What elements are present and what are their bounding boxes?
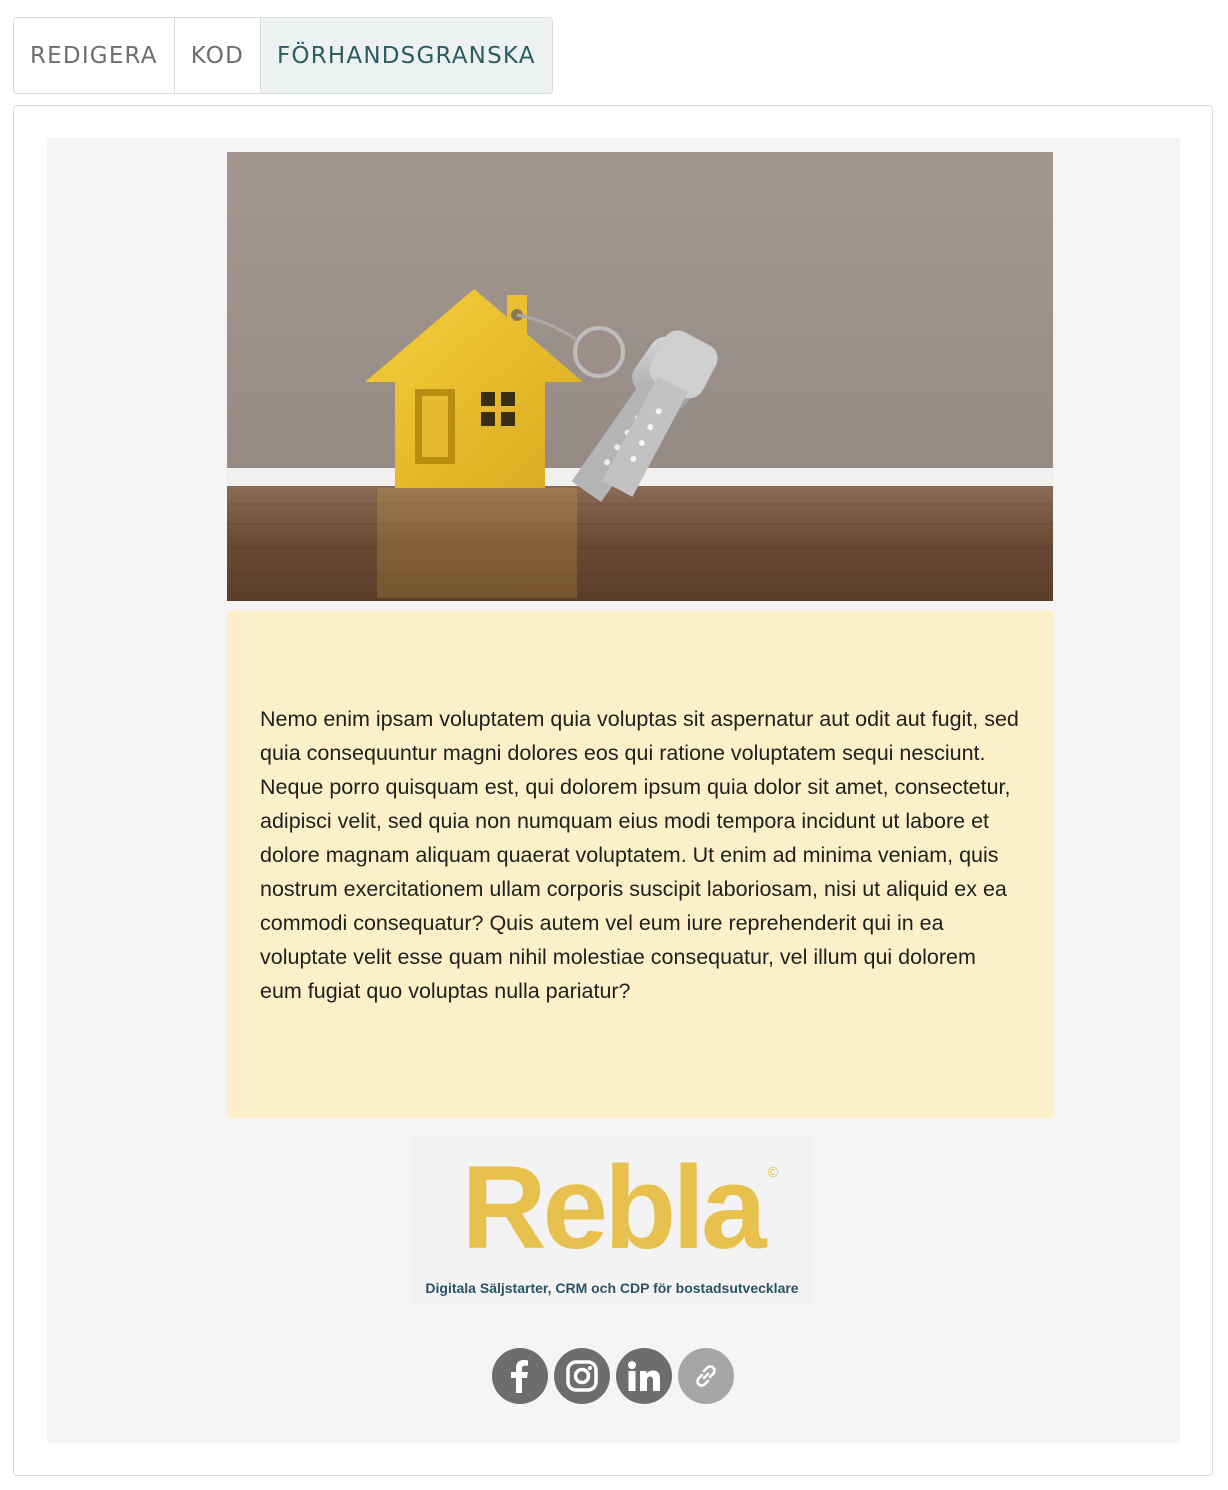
rebla-logo [412,1135,812,1307]
tab-redigera[interactable]: REDIGERA [14,18,175,93]
link-icon[interactable] [678,1348,734,1404]
hero-image [227,152,1053,601]
logo-wordmark: Rebla [461,1142,763,1274]
email-canvas [47,138,1180,1443]
linkedin-icon[interactable] [616,1348,672,1404]
editor-tabs [13,17,553,94]
tab-kod[interactable]: KOD [175,18,261,93]
social-icons [492,1348,734,1404]
copyright-mark: © [766,1165,780,1181]
content-text-block [227,611,1053,1118]
facebook-icon[interactable] [492,1348,548,1404]
tab-forhandsgranska[interactable]: FÖRHANDSGRANSKA [261,18,552,93]
body-paragraph: Nemo enim ipsam voluptatem quia voluptas sit aspernatur aut odit aut fugit, sed quia consequuntur magni dolores eos qui ratione voluptatem sequi nesciunt. Neque porro quisquam est, qui dolorem ipsum quia dolor sit amet, consectetur, adipisci velit, sed quia non numquam eius modi tempora incidunt ut labore et dolore magnam aliquam quaerat voluptatem. Ut enim ad minima veniam, quis nostrum exercitationem ullam corporis suscipit laboriosam, nisi ut aliquid ex ea commodi consequatur? Quis autem vel eum iure reprehenderit qui in ea voluptate velit esse quam nihil molestiae consequatur, vel illum qui dolorem eum fugiat quo voluptas nulla pariatur? [260,707,1019,1003]
instagram-icon[interactable] [554,1348,610,1404]
preview-frame [13,105,1213,1476]
logo-tagline: Digitala Säljstarter, CRM och CDP för bostadsutvecklare [425,1280,799,1296]
